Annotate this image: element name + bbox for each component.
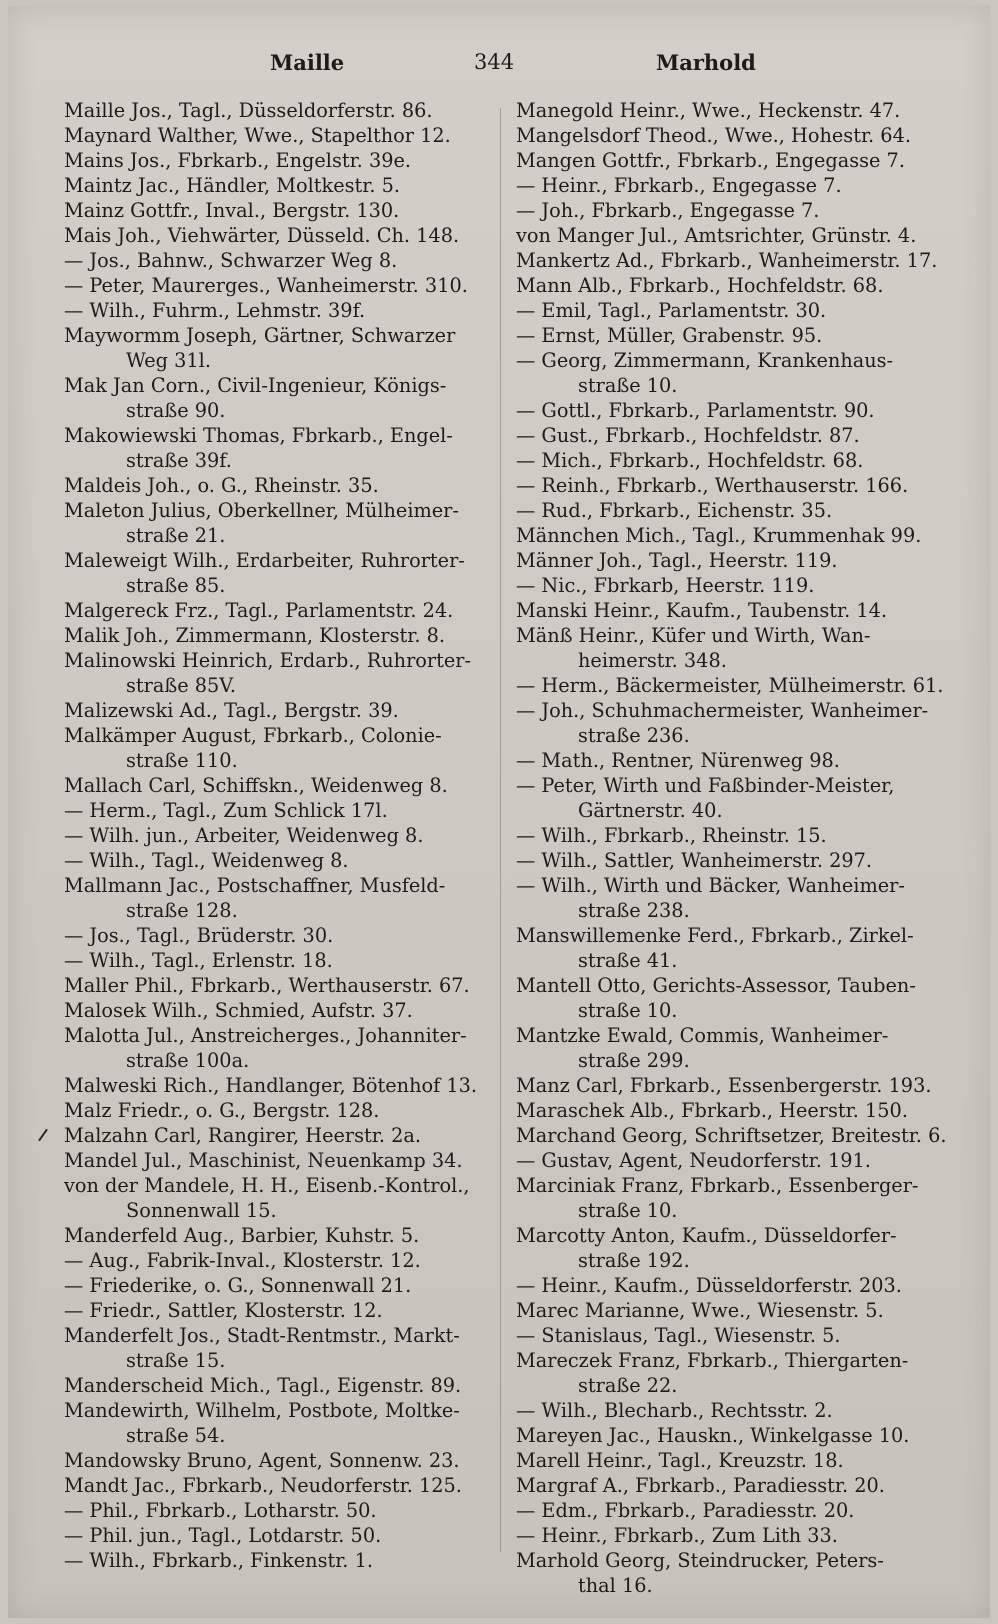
directory-entry (64, 1248, 490, 1273)
directory-entry (64, 948, 490, 973)
entry-line: Manderfelt Jos., Stadt-Rentmstr., Markt- (64, 1324, 460, 1347)
directory-entry (516, 98, 952, 123)
directory-entry (64, 848, 490, 873)
entry-line: — Stanislaus, Tagl., Wiesenstr. 5. (516, 1324, 841, 1347)
entry-line: Mann Alb., Fbrkarb., Hochfeldstr. 68. (516, 274, 884, 297)
entry-line: — Nic., Fbrkarb, Heerstr. 119. (516, 574, 815, 597)
directory-entry (64, 498, 490, 548)
directory-entry (516, 773, 952, 823)
entry-line: — Rud., Fbrkarb., Eichenstr. 35. (516, 499, 833, 522)
directory-entry (64, 1448, 490, 1473)
entry-line: Malotta Jul., Anstreicherges., Johanniter- (64, 1024, 467, 1047)
directory-entry (64, 1523, 490, 1548)
entry-line: Mantell Otto, Gerichts-Assessor, Tauben- (516, 974, 916, 997)
directory-entry (64, 1023, 490, 1073)
entry-line: — Emil, Tagl., Parlamentstr. 30. (516, 299, 827, 322)
entry-line: Manz Carl, Fbrkarb., Essenbergerstr. 193. (516, 1074, 932, 1097)
entry-continuation: straße 15. (126, 1349, 226, 1372)
directory-entry (516, 173, 952, 198)
entry-line: Maldeis Joh., o. G., Rheinstr. 35. (64, 474, 379, 497)
margin-pencil-mark (38, 1129, 48, 1142)
entry-line: Maraschek Alb., Fbrkarb., Heerstr. 150. (516, 1099, 908, 1122)
entry-line: Marchand Georg, Schriftsetzer, Breitestr. 6. (516, 1124, 947, 1147)
directory-entry (64, 373, 490, 423)
entry-line: Männer Joh., Tagl., Heerstr. 119. (516, 549, 838, 572)
directory-entry (516, 273, 952, 298)
entry-line: — Joh., Schuhmachermeister, Wanheimer- (516, 699, 929, 722)
directory-page (8, 6, 990, 1618)
page-header (8, 50, 990, 80)
directory-entry (64, 1273, 490, 1298)
directory-entry (64, 548, 490, 598)
entry-line: — Joh., Fbrkarb., Engegasse 7. (516, 199, 820, 222)
directory-entry (516, 448, 952, 473)
directory-entry (64, 998, 490, 1023)
entry-continuation: straße 39f. (126, 449, 232, 472)
directory-entry (64, 1398, 490, 1448)
entry-continuation: straße 10. (578, 999, 678, 1022)
directory-entry (64, 598, 490, 623)
entry-line: Malosek Wilh., Schmied, Aufstr. 37. (64, 999, 413, 1022)
entry-line: Mallach Carl, Schiffskn., Weidenweg 8. (64, 774, 448, 797)
directory-entry (64, 423, 490, 473)
entry-line: — Phil. jun., Tagl., Lotdarstr. 50. (64, 1524, 382, 1547)
entry-line: — Peter, Maurerges., Wanheimerstr. 310. (64, 274, 468, 297)
entry-line: Mantzke Ewald, Commis, Wanheimer- (516, 1024, 889, 1047)
entry-continuation: straße 54. (126, 1424, 226, 1447)
entry-line: Malgereck Frz., Tagl., Parlamentstr. 24. (64, 599, 454, 622)
entry-line: — Friederike, o. G., Sonnenwall 21. (64, 1274, 412, 1297)
entry-line: Mangen Gottfr., Fbrkarb., Engegasse 7. (516, 149, 905, 172)
entry-continuation: straße 110. (126, 749, 238, 772)
directory-entry (64, 723, 490, 773)
entry-line: — Friedr., Sattler, Klosterstr. 12. (64, 1299, 383, 1322)
entry-line: — Gust., Fbrkarb., Hochfeldstr. 87. (516, 424, 860, 447)
entry-line: Mak Jan Corn., Civil-Ingenieur, Königs- (64, 374, 447, 397)
entry-line: Mainz Gottfr., Inval., Bergstr. 130. (64, 199, 400, 222)
directory-entry (64, 1473, 490, 1498)
entry-line: Malinowski Heinrich, Erdarb., Ruhrorter- (64, 649, 472, 672)
directory-entry (516, 1173, 952, 1223)
entry-line: — Edm., Fbrkarb., Paradiesstr. 20. (516, 1499, 855, 1522)
directory-entry (516, 1023, 952, 1073)
directory-entry (516, 1148, 952, 1173)
directory-entry (516, 298, 952, 323)
directory-entry (64, 223, 490, 248)
directory-entry (516, 1348, 952, 1398)
directory-entry (64, 698, 490, 723)
entry-line: Marcotty Anton, Kaufm., Düsseldorfer- (516, 1224, 897, 1247)
left-catchword: Maille (270, 50, 345, 75)
entry-line: Manswillemenke Ferd., Fbrkarb., Zirkel- (516, 924, 914, 947)
directory-entry (516, 598, 952, 623)
entry-continuation: straße 22. (578, 1374, 678, 1397)
entry-line: Malzahn Carl, Rangirer, Heerstr. 2a. (64, 1124, 422, 1147)
entry-line: Makowiewski Thomas, Fbrkarb., Engel- (64, 424, 453, 447)
directory-entry (64, 1223, 490, 1248)
directory-entry (516, 1073, 952, 1098)
entry-line: Malik Joh., Zimmermann, Klosterstr. 8. (64, 624, 446, 647)
directory-entry (64, 1123, 490, 1148)
entry-line: Mangelsdorf Theod., Wwe., Hohestr. 64. (516, 124, 911, 147)
directory-entry (516, 1123, 952, 1148)
directory-entry (516, 123, 952, 148)
entry-line: — Reinh., Fbrkarb., Werthauserstr. 166. (516, 474, 909, 497)
entry-continuation: straße 21. (126, 524, 226, 547)
entry-line: von Manger Jul., Amtsrichter, Grünstr. 4. (516, 224, 917, 247)
entry-line: Mandel Jul., Maschinist, Neuenkamp 34. (64, 1149, 463, 1172)
entry-line: — Heinr., Fbrkarb., Engegasse 7. (516, 174, 842, 197)
entry-line: — Wilh., Sattler, Wanheimerstr. 297. (516, 849, 873, 872)
directory-entry (64, 823, 490, 848)
entry-line: — Georg, Zimmermann, Krankenhaus- (516, 349, 894, 372)
entry-line: Maintz Jac., Händler, Moltkestr. 5. (64, 174, 401, 197)
directory-entry (516, 1448, 952, 1473)
entry-line: — Wilh., Tagl., Weidenweg 8. (64, 849, 349, 872)
entry-line: Mänß Heinr., Küfer und Wirth, Wan- (516, 624, 871, 647)
entry-line: Mallmann Jac., Postschaffner, Musfeld- (64, 874, 446, 897)
entry-continuation: heimerstr. 348. (578, 649, 727, 672)
entry-line: — Gottl., Fbrkarb., Parlamentstr. 90. (516, 399, 875, 422)
directory-entry (516, 248, 952, 273)
directory-entry (64, 1548, 490, 1573)
directory-entry (516, 323, 952, 348)
directory-entry (516, 223, 952, 248)
entry-continuation: straße 238. (578, 899, 690, 922)
directory-entry (516, 1298, 952, 1323)
entry-line: Mandt Jac., Fbrkarb., Neudorferstr. 125. (64, 1474, 462, 1497)
directory-entry (64, 298, 490, 323)
entry-continuation: Gärtnerstr. 40. (578, 799, 723, 822)
directory-entry (516, 1548, 952, 1598)
directory-entry (516, 423, 952, 448)
entry-line: Manski Heinr., Kaufm., Taubenstr. 14. (516, 599, 888, 622)
entry-line: Mankertz Ad., Fbrkarb., Wanheimerstr. 17. (516, 249, 938, 272)
entry-continuation: straße 10. (578, 374, 678, 397)
directory-entry (516, 1473, 952, 1498)
entry-line: — Jos., Tagl., Brüderstr. 30. (64, 924, 334, 947)
entry-line: — Aug., Fabrik-Inval., Klosterstr. 12. (64, 1249, 421, 1272)
entry-line: Maille Jos., Tagl., Düsseldorferstr. 86. (64, 99, 433, 122)
entry-line: Maller Phil., Fbrkarb., Werthauserstr. 67. (64, 974, 470, 997)
entry-continuation: straße 41. (578, 949, 678, 972)
directory-entry (64, 648, 490, 698)
entry-line: Malz Friedr., o. G., Bergstr. 128. (64, 1099, 380, 1122)
entry-line: Marciniak Franz, Fbrkarb., Essenberger- (516, 1174, 919, 1197)
entry-line: Mains Jos., Fbrkarb., Engelstr. 39e. (64, 149, 412, 172)
entry-continuation: straße 85. (126, 574, 226, 597)
entry-line: — Herm., Tagl., Zum Schlick 17l. (64, 799, 388, 822)
entry-line: Mareczek Franz, Fbrkarb., Thiergarten- (516, 1349, 909, 1372)
entry-line: — Phil., Fbrkarb., Lotharstr. 50. (64, 1499, 377, 1522)
entry-continuation: straße 299. (578, 1049, 690, 1072)
directory-entry (64, 973, 490, 998)
directory-entry (516, 1098, 952, 1123)
entry-line: — Gustav, Agent, Neudorferstr. 191. (516, 1149, 871, 1172)
directory-entry (64, 173, 490, 198)
directory-entry (64, 248, 490, 273)
directory-entry (64, 623, 490, 648)
entry-line: — Mich., Fbrkarb., Hochfeldstr. 68. (516, 449, 864, 472)
entry-continuation: straße 10. (578, 1199, 678, 1222)
entry-continuation: straße 90. (126, 399, 226, 422)
entry-line: Malweski Rich., Handlanger, Bötenhof 13. (64, 1074, 478, 1097)
entry-continuation: straße 192. (578, 1249, 690, 1272)
directory-entry (516, 348, 952, 398)
entry-line: Manderfeld Aug., Barbier, Kuhstr. 5. (64, 1224, 420, 1247)
entry-line: Manegold Heinr., Wwe., Heckenstr. 47. (516, 99, 901, 122)
directory-entry (64, 1298, 490, 1323)
page-number: 344 (474, 50, 515, 74)
directory-entry (64, 1148, 490, 1173)
entry-continuation: Sonnenwall 15. (126, 1199, 277, 1222)
entry-line: von der Mandele, H. H., Eisenb.-Kontrol., (64, 1174, 470, 1197)
directory-entry (516, 498, 952, 523)
directory-entry (516, 198, 952, 223)
entry-line: Maleweigt Wilh., Erdarbeiter, Ruhrorter- (64, 549, 465, 572)
entry-line: — Herm., Bäckermeister, Mülheimerstr. 61. (516, 674, 944, 697)
directory-entry (516, 1398, 952, 1423)
directory-entry (64, 198, 490, 223)
directory-entry (516, 698, 952, 748)
entry-continuation: straße 236. (578, 724, 690, 747)
entry-line: Marec Marianne, Wwe., Wiesenstr. 5. (516, 1299, 884, 1322)
column-divider (500, 108, 501, 1552)
directory-entry (516, 923, 952, 973)
entry-line: Manderscheid Mich., Tagl., Eigenstr. 89. (64, 1374, 462, 1397)
left-column (64, 98, 490, 1573)
entry-line: Marhold Georg, Steindrucker, Peters- (516, 1549, 884, 1572)
entry-line: — Math., Rentner, Nürenweg 98. (516, 749, 840, 772)
entry-line: — Ernst, Müller, Grabenstr. 95. (516, 324, 823, 347)
directory-entry (516, 673, 952, 698)
entry-line: — Wilh., Wirth und Bäcker, Wanheimer- (516, 874, 905, 897)
directory-entry (64, 923, 490, 948)
directory-entry (64, 873, 490, 923)
directory-entry (64, 1073, 490, 1098)
directory-entry (516, 873, 952, 923)
entry-line: — Wilh., Fbrkarb., Rheinstr. 15. (516, 824, 827, 847)
directory-entry (516, 973, 952, 1023)
entry-line: Malkämper August, Fbrkarb., Colonie- (64, 724, 442, 747)
entry-continuation: thal 16. (578, 1574, 653, 1597)
directory-entry (516, 748, 952, 773)
entry-line: — Wilh., Fuhrm., Lehmstr. 39f. (64, 299, 366, 322)
entry-line: — Heinr., Kaufm., Düsseldorferstr. 203. (516, 1274, 902, 1297)
directory-entry (516, 548, 952, 573)
entry-line: Margraf A., Fbrkarb., Paradiesstr. 20. (516, 1474, 885, 1497)
directory-entry (64, 1098, 490, 1123)
directory-entry (516, 148, 952, 173)
entry-line: — Heinr., Fbrkarb., Zum Lith 33. (516, 1524, 838, 1547)
directory-entry (64, 1498, 490, 1523)
entry-line: Mandowsky Bruno, Agent, Sonnenw. 23. (64, 1449, 460, 1472)
entry-line: — Wilh., Fbrkarb., Finkenstr. 1. (64, 1549, 373, 1572)
directory-entry (64, 123, 490, 148)
entry-continuation: straße 128. (126, 899, 238, 922)
directory-entry (516, 623, 952, 673)
directory-entry (64, 148, 490, 173)
entry-line: — Peter, Wirth und Faßbinder-Meister, (516, 774, 895, 797)
right-catchword: Marhold (656, 50, 756, 75)
directory-entry (64, 273, 490, 298)
entry-line: Maywormm Joseph, Gärtner, Schwarzer (64, 324, 456, 347)
directory-entry (516, 1273, 952, 1298)
directory-entry (64, 773, 490, 798)
entry-line: Mais Joh., Viehwärter, Düsseld. Ch. 148. (64, 224, 460, 247)
entry-line: Malizewski Ad., Tagl., Bergstr. 39. (64, 699, 399, 722)
directory-entry (516, 398, 952, 423)
directory-entry (64, 1373, 490, 1398)
entry-line: — Wilh., Tagl., Erlenstr. 18. (64, 949, 333, 972)
directory-entry (516, 823, 952, 848)
directory-entry (516, 1423, 952, 1448)
entry-line: — Wilh. jun., Arbeiter, Weidenweg 8. (64, 824, 424, 847)
entry-line: Maleton Julius, Oberkellner, Mülheimer- (64, 499, 459, 522)
directory-entry (64, 1173, 490, 1223)
directory-entry (516, 1323, 952, 1348)
directory-entry (64, 1323, 490, 1373)
directory-entry (64, 98, 490, 123)
right-column (516, 98, 952, 1598)
directory-entry (516, 573, 952, 598)
directory-entry (64, 323, 490, 373)
entry-line: Männchen Mich., Tagl., Krummenhak 99. (516, 524, 922, 547)
entry-line: Marell Heinr., Tagl., Kreuzstr. 18. (516, 1449, 844, 1472)
entry-continuation: Weg 31l. (126, 349, 211, 372)
entry-line: — Jos., Bahnw., Schwarzer Weg 8. (64, 249, 398, 272)
directory-entry (64, 473, 490, 498)
directory-entry (516, 1498, 952, 1523)
directory-entry (516, 523, 952, 548)
directory-entry (516, 473, 952, 498)
entry-line: — Wilh., Blecharb., Rechtsstr. 2. (516, 1399, 833, 1422)
directory-entry (516, 1523, 952, 1548)
entry-continuation: straße 100a. (126, 1049, 250, 1072)
directory-entry (516, 848, 952, 873)
entry-continuation: straße 85V. (126, 674, 236, 697)
entry-line: Maynard Walther, Wwe., Stapelthor 12. (64, 124, 451, 147)
directory-entry (516, 1223, 952, 1273)
entry-line: Mareyen Jac., Hauskn., Winkelgasse 10. (516, 1424, 910, 1447)
entry-line: Mandewirth, Wilhelm, Postbote, Moltke- (64, 1399, 460, 1422)
directory-entry (64, 798, 490, 823)
